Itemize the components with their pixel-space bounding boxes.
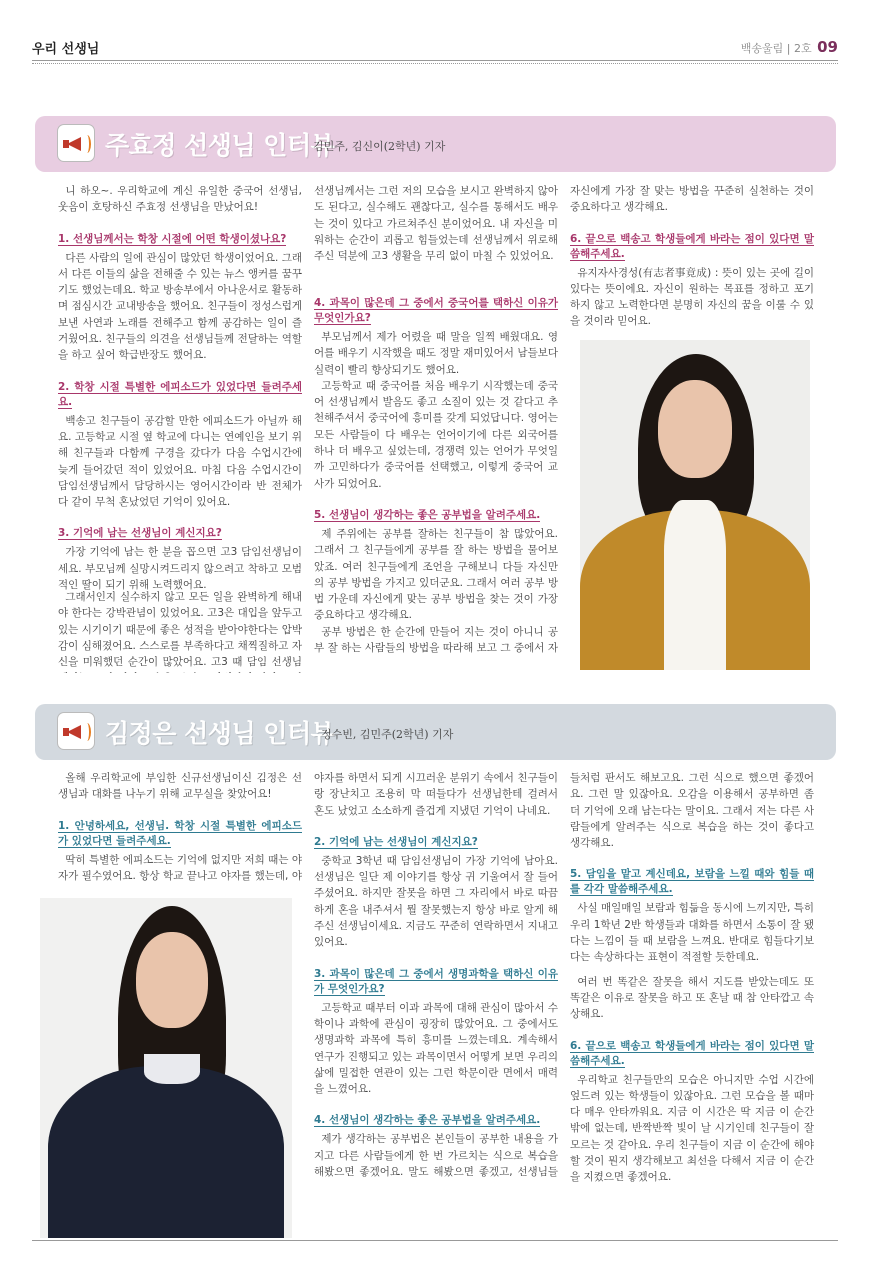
interview1-reporters: 김민주, 김신이(2학년) 기자 xyxy=(313,140,446,153)
footer-divider xyxy=(32,1240,838,1241)
interview2-answer-4: 제가 생각하는 공부법은 본인들이 공부한 내용을 가지고 다른 사람들에게 한 번 가르치는 식으로 복습을 해봤으면 좋겠어요. 말도 해봤으면 좋겠고, 선생님들 xyxy=(314,1133,558,1179)
interview1-answer-5-p1: 제 주위에는 공부를 잘하는 친구들이 참 많았어요. 그래서 그 친구들에게 공부를 잘 하는 방법을 물어보았죠. 여러 친구들에게 조언을 구해보니 다들 자신만의 공부 방법을 가지고 있더군요. 그래서 여러 공부 방법 가운데 자신에게 맞는 공부 방법을 찾는 것이 가장 중요하다고 생각해요. xyxy=(314,527,558,622)
header-divider xyxy=(32,60,838,64)
interview2-banner xyxy=(35,704,836,760)
interview2-question-4: 4. 선생님이 생각하는 좋은 공부법을 알려주세요. xyxy=(314,1114,541,1127)
interview1-question-4: 4. 과목이 많은데 그 중에서 중국어를 택하신 이유가 무엇인가요? xyxy=(314,297,558,324)
interview1-answer-3-p1: 가장 기억에 남는 한 분을 꼽으면 고3 담임선생님이세요. 부모님께 실망시켜드리지 않으려고 착하고 모범적인 딸이 되기 위해 노력했어요. xyxy=(58,546,302,592)
interview1-banner xyxy=(35,116,836,172)
section-name: 우리 선생님 xyxy=(32,42,100,57)
interview2-reporters: 정수빈, 김민주(2학년) 기자 xyxy=(321,728,454,741)
page-number: 09 xyxy=(817,38,838,56)
interview1-answer-5-cont: 자신에게 가장 잘 맞는 방법을 꾸준히 실천하는 것이 중요하다고 생각해요. xyxy=(570,185,814,214)
interview2-answer-6: 우리학교 친구들만의 모습은 아니지만 수업 시간에 엎드려 있는 학생들이 있잖아요. 그런 모습을 볼 때마다 매우 안타까워요. 지금 이 시간은 딱 지금 이 순간밖에 없는데, 반짝반짝 빛이 날 시기인데 친구들이 잘 모르는 것 같아요. 우리 친구들이 지금 이 순간에 해야 할 것이 뭔지 생각해보고 최선을 다해서 지금 이 순간을 지켰으면 좋겠어요. xyxy=(570,1073,814,1184)
interview1-answer-5-p2: 공부 방법은 한 순간에 만들어 지는 것이 아니니 공부 잘 하는 사람들의 방법을 따라해 보고 그 중에서 자 xyxy=(314,625,558,655)
interview2-answer-4-cont: 들처럼 판서도 해보고요. 그런 식으로 했으면 좋겠어요. 그런 말 있잖아요. 오감을 이용해서 공부하면 좀 더 기억에 오래 남는다는 말이요. 그래서 저는 다른 사람들에게 알려주는 식으로 복습을 하는 것이 좋다고 생각해요. xyxy=(570,772,814,850)
interview1-question-3: 3. 기억에 남는 선생님이 계신지요? xyxy=(58,527,222,540)
interview2-answer-1: 딱히 특별한 에피소드는 기억에 없지만 저희 때는 야자가 필수였어요. 항상 학교 끝나고 야자를 했는데, 야 xyxy=(58,853,302,882)
interview2-answer-1-cont: 야자를 하면서 되게 시끄러운 분위기 속에서 친구들이랑 장난치고 조용히 막 떠들다가 선생님한테 걸려서 혼도 났었고 소소하게 즐겁게 지냈던 기억이 나네요. xyxy=(314,772,558,817)
interview2-answer-5-p2: 여러 번 똑같은 잘못을 해서 지도를 받았는데도 또 똑같은 이유로 잘못을 하고 또 혼날 때 참 안타깝고 속상해요. xyxy=(570,975,814,1021)
interview1-answer-6: 유지자사경성(有志者事竟成) : 뜻이 있는 곳에 길이 있다는 뜻이에요. 자신이 원하는 목표를 정하고 포기하지 않고 노력한다면 분명히 자신의 꿈을 이룰 수 있을 것이라 믿어요. xyxy=(570,266,814,328)
interview1-answer-4-p1: 부모님께서 제가 어렸을 때 말을 일찍 배웠대요. 영어를 배우기 시작했을 때도 정말 재미있어서 남들보다 실력이 빨리 향상되기도 했어요. xyxy=(314,331,558,376)
interview1-column-1 xyxy=(58,183,302,593)
interview1-column-1-cont xyxy=(58,589,302,673)
interview1-question-6: 6. 끝으로 백송고 학생들에게 바라는 점이 있다면 말씀해주세요. xyxy=(570,232,814,260)
interview2-answer-2: 중학교 3학년 때 담임선생님이 가장 기억에 남아요. 선생님은 일단 제 이야기를 항상 귀 기울여서 잘 들어주셨어요. 하지만 잘못을 하면 그 자리에서 바로 따끔하게 혼을 내주셔서 뭘 잘못했는지 항상 바로 알게 해주신 선생님이세요. 지금도 꾸준히 연락하면서 지내고 있어요. xyxy=(314,854,558,949)
interview1-question-1: 1. 선생님께서는 학창 시절에 어떤 학생이셨나요? xyxy=(58,232,287,245)
interview1-question-5: 5. 선생님이 생각하는 좋은 공부법을 알려주세요. xyxy=(314,508,541,521)
megaphone-icon xyxy=(57,124,95,162)
interview2-answer-5-p1: 사실 매일매일 보람과 힘듦을 동시에 느끼지만, 특히 우리 1학년 2반 학생들과 대화를 하면서 소통이 잘 됐다는 느낌이 들 때 보람을 느껴요. 반대로 힘들다기보다는 속상하다는 표현이 적절할 듯한데요. xyxy=(570,902,814,964)
interview2-question-5: 5. 담임을 맡고 계신데요, 보람을 느낄 때와 힘들 때를 각각 말씀해주세요. xyxy=(570,868,814,896)
interview2-question-6: 6. 끝으로 백송고 학생들에게 바라는 점이 있다면 말씀해주세요. xyxy=(570,1039,814,1067)
interview1-answer-2: 백송고 친구들이 공감할 만한 에피소드가 아닐까 해요. 고등학교 시절 옆 학교에 다니는 연예인을 보기 위해 친구들과 다함께 구경을 갔다가 다음 수업시간에 늦게 들어갔던 적이 있었어요. 마침 다음 수업시간이 담임선생님께서 담당하시는 영어시간이라 반 전체가 다 같이 무척 혼났었던 기억이 있어요. xyxy=(58,414,302,509)
interview1-answer-3-p2: 그래서인지 실수하지 않고 모든 일을 완벽하게 해내야 한다는 강박관념이 있었어요. 고3은 대입을 앞두고 있는 시기이기 때문에 좋은 성적을 받아야한다는 압박감이 심해졌어요. 스스로를 부족하다고 채찍질하고 자신을 미워했던 순간이 많았어요. 고3 때 담임 선생님 xyxy=(58,591,302,669)
teacher-photo-kim xyxy=(40,898,292,1238)
interview1-title: 주효정 선생님 인터뷰 xyxy=(105,131,335,160)
interview2-column-3 xyxy=(570,770,814,1186)
interview2-answer-3: 고등학교 때부터 이과 과목에 대해 관심이 많아서 수학이나 과학에 관심이 굉장히 많았어요. 그 중에서도 생명과학 과목에 특히 흥미를 느꼈는데요. 계속해서 연구가 진행되고 있는 과목이면서 어떻게 보면 우리의 삶에 밀접한 연관이 있는 그런 학문이란 면에서 매력을 느꼈어요. xyxy=(314,1001,558,1096)
interview2-column-2 xyxy=(314,770,558,1181)
interview2-title: 김정은 선생님 인터뷰 xyxy=(105,719,335,748)
megaphone-icon xyxy=(57,712,95,750)
teacher-photo-joo xyxy=(580,340,810,670)
interview1-answer-1: 다른 사람의 일에 관심이 많았던 학생이었어요. 그래서 다른 이들의 삶을 전해줄 수 있는 뉴스 앵커를 꿈꾸기도 했었는데요. 학교 방송부에서 아나운서로 활동하며 점심시간 교내방송을 했어요. 친구들이 정성스럽게 보낸 사연과 노래를 전해주고 함께 공감하는 일이 즐거웠어요. 친구들의 의견을 선생님들께 전달하는 역할을 하고 싶어 학급반장도 했어요. xyxy=(58,251,302,362)
interview1-intro: 니 하오~. 우리학교에 계신 유일한 중국어 선생님, 웃음이 호탕하신 주효정 선생님을 만났어요! xyxy=(58,185,302,214)
publication-name: 백송울림 | 2호 xyxy=(740,42,812,55)
interview2-question-2: 2. 기억에 남는 선생님이 계신지요? xyxy=(314,835,478,848)
interview2-intro: 올해 우리학교에 부임한 신규선생님이신 김정은 선생님과 대화를 나누기 위해 교무실을 찾았어요! xyxy=(58,772,302,801)
interview1-answer-4-p2: 고등학교 때 중국어를 처음 배우기 시작했는데 중국어 선생님께서 발음도 좋고 소질이 있는 것 같다고 추천해주셔서 중국어에 흥미를 갖게 되었답니다. 영어는 모든 사람들이 다 배우는 언어이기에 다른 외국어를 하나 더 배우고 싶었는데, 경쟁력 있는 언어가 무엇일까 고민하다가 중국어를 선택했고, 이렇게 중국어 교사가 되었어요. xyxy=(314,379,558,490)
issue-info xyxy=(741,38,838,56)
interview2-question-1: 1. 안녕하세요, 선생님. 학창 시절 특별한 에피소드가 있었다면 들려주세요. xyxy=(58,819,302,847)
interview2-question-3: 3. 과목이 많은데 그 중에서 생명과학을 택하신 이유가 무엇인가요? xyxy=(314,967,558,995)
interview1-question-2: 2. 학창 시절 특별한 에피소드가 있었다면 들려주세요. xyxy=(58,380,302,408)
interview1-column-2 xyxy=(314,183,558,658)
interview2-column-1 xyxy=(58,770,302,886)
interview1-answer-3-cont: 선생님께서는 그런 저의 모습을 보시고 완벽하지 않아도 된다고, 실수해도 괜찮다고, 실수를 통해서도 배우는 것이 있다고 가르쳐주신 분이었어요. 내 자신을 미워하는 순간이 괴롭고 힘들었는데 선생님께서 위로해주신 덕분에 고3 생활을 무리 없이 마칠 수 있었어요. xyxy=(314,185,558,263)
interview1-column-3 xyxy=(570,183,814,330)
